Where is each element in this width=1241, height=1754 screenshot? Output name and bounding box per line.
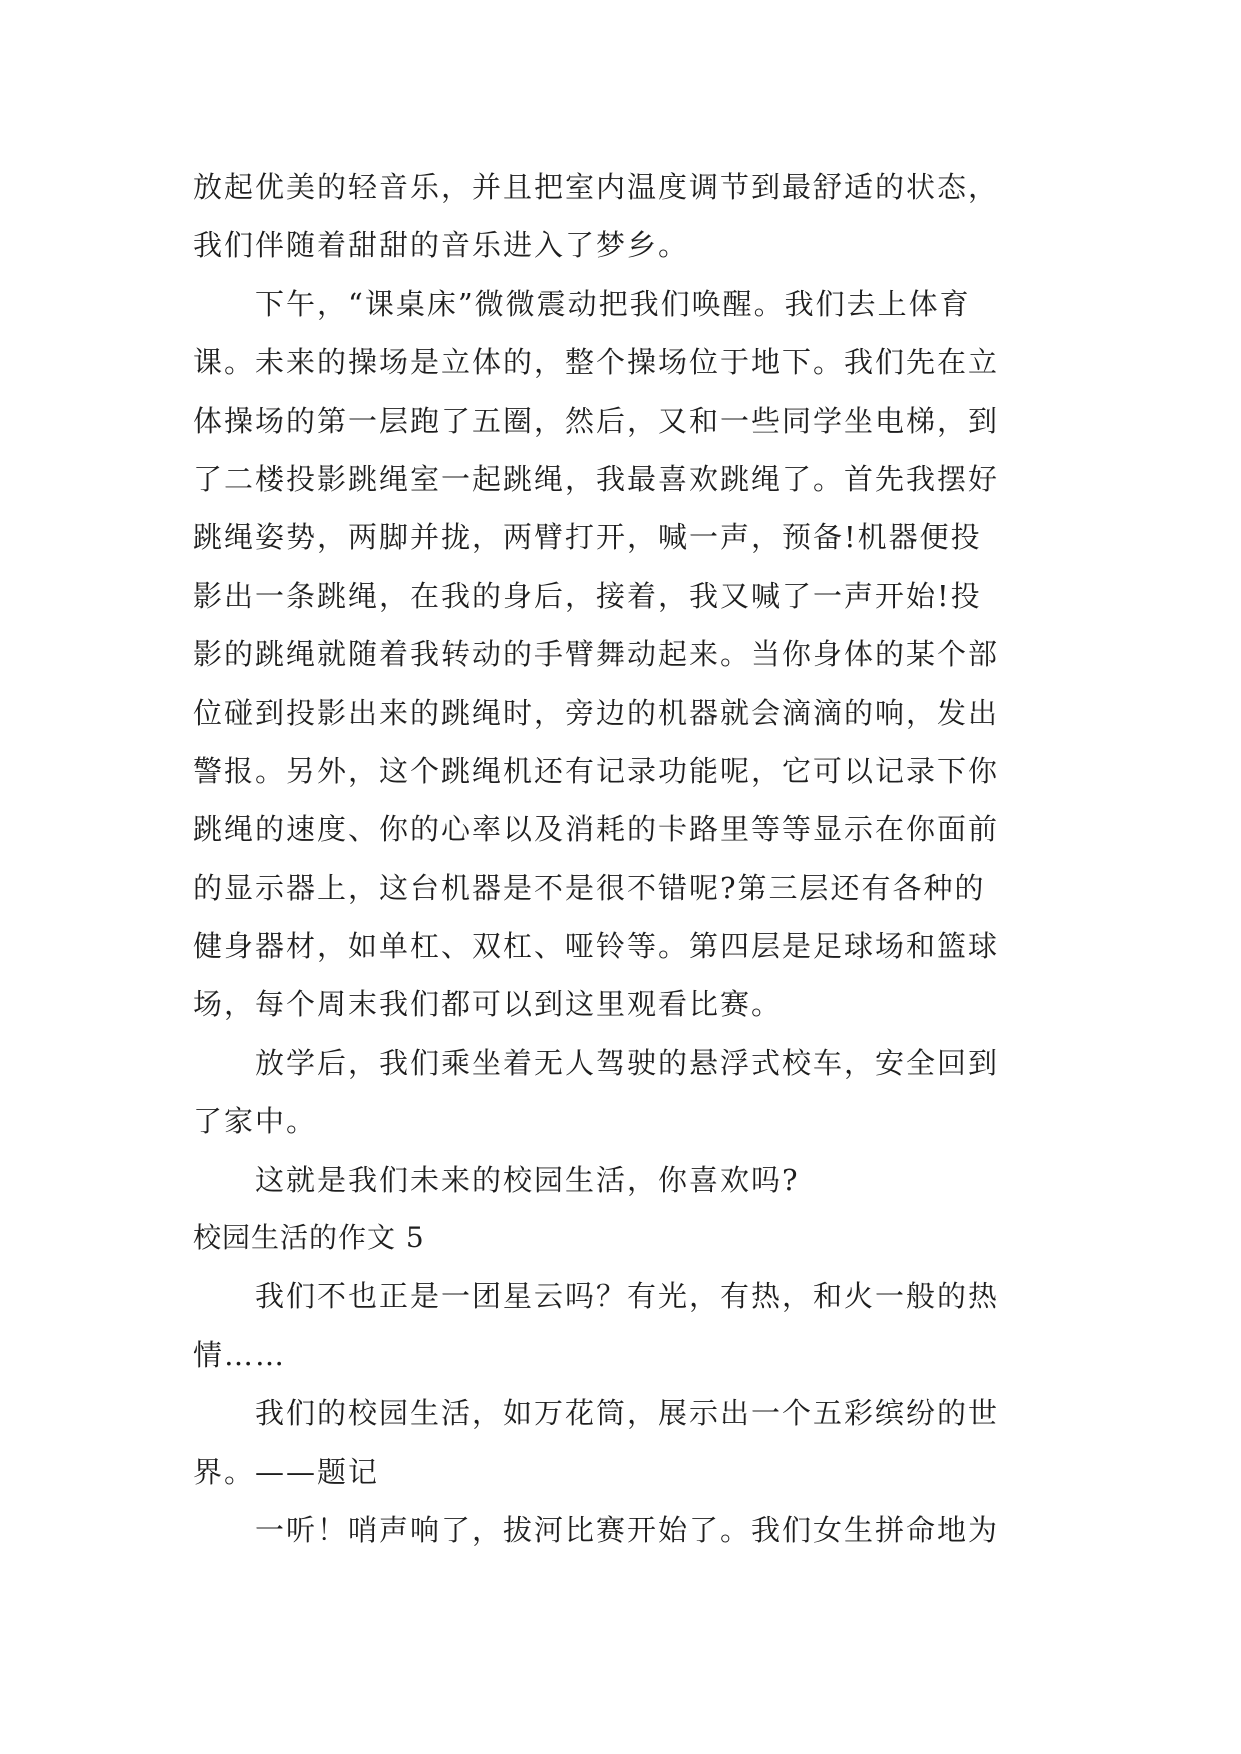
text-line: 界。——题记 <box>193 1454 380 1489</box>
text-line: 情…… <box>193 1337 287 1372</box>
text-line: 体操场的第一层跑了五圈，然后，又和一些同学坐电梯，到 <box>193 403 1000 438</box>
text-line: 我们的校园生活，如万花筒，展示出一个五彩缤纷的世 <box>255 1396 1000 1431</box>
text-line: 了家中。 <box>193 1104 318 1139</box>
body-text <box>193 158 1063 1559</box>
text-line: 的显示器上，这台机器是不是很不错呢?第三层还有各种的 <box>193 870 986 905</box>
text-line: 警报。另外，这个跳绳机还有记录功能呢，它可以记录下你 <box>193 753 1000 788</box>
text-line: 跳绳的速度、你的心率以及消耗的卡路里等等显示在你面前 <box>193 812 1000 847</box>
text-line: 课。未来的操场是立体的，整个操场位于地下。我们先在立 <box>193 345 1000 380</box>
text-line: 位碰到投影出来的跳绳时，旁边的机器就会滴滴的响，发出 <box>193 695 1000 730</box>
text-line: 下午，“课桌床”微微震动把我们唤醒。我们去上体育 <box>255 286 971 321</box>
text-line: 影的跳绳就随着我转动的手臂舞动起来。当你身体的某个部 <box>193 637 1000 672</box>
text-line: 放起优美的轻音乐，并且把室内温度调节到最舒适的状态， <box>193 170 1000 204</box>
text-line: 这就是我们未来的校园生活，你喜欢吗? <box>255 1162 800 1197</box>
text-line: 一听！哨声响了，拔河比赛开始了。我们女生拼命地为 <box>255 1512 1000 1547</box>
text-line: 跳绳姿势，两脚并拢，两臂打开，喊一声，预备!机器便投 <box>193 520 982 555</box>
text-line: 场，每个周末我们都可以到这里观看比赛。 <box>193 987 783 1022</box>
text-line: 我们不也正是一团星云吗？有光，有热，和火一般的热 <box>255 1279 1000 1314</box>
text-line: 健身器材，如单杠、双杠、哑铃等。第四层是足球场和篮球 <box>193 929 1000 964</box>
text-line: 我们伴随着甜甜的音乐进入了梦乡。 <box>193 228 690 263</box>
text-line: 影出一条跳绳，在我的身后，接着，我又喊了一声开始!投 <box>193 578 982 613</box>
text-line: 放学后，我们乘坐着无人驾驶的悬浮式校车，安全回到 <box>255 1045 1000 1080</box>
section-heading: 校园生活的作文 5 <box>193 1221 425 1255</box>
text-line: 了二楼投影跳绳室一起跳绳，我最喜欢跳绳了。首先我摆好 <box>193 461 1000 496</box>
